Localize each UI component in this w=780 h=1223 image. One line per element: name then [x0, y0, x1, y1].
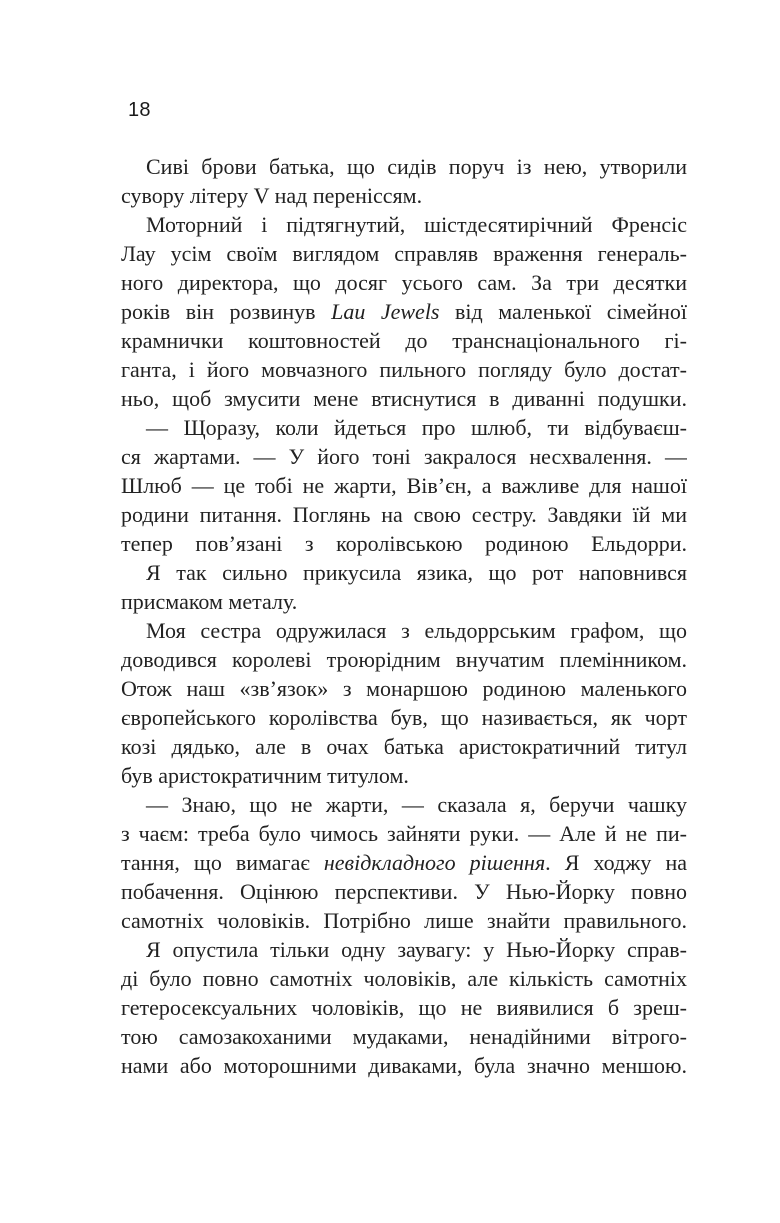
text-line [121, 587, 687, 616]
text-segment: був аристократичним титулом. [121, 763, 409, 788]
paragraph [121, 616, 687, 790]
text-line [121, 355, 687, 384]
text-segment: доводився королеві троюрідним внучатим племінником. [121, 647, 687, 672]
text-line [121, 732, 687, 761]
text-line [121, 413, 687, 442]
paragraph [121, 935, 687, 1080]
text-segment: крамнички коштовностей до транснаціонального гі- [121, 328, 687, 353]
text-line [121, 819, 687, 848]
text-line [121, 558, 687, 587]
text-segment: ді було повно самотніх чоловіків, але кількість самотніх [121, 966, 687, 991]
text-segment: — Щоразу, коли йдеться про шлюб, ти відбуваєш- [146, 415, 687, 440]
text-segment: Отож наш «зв’язок» з монаршою родиною маленького [121, 676, 687, 701]
text-segment: тою самозакоханими мудаками, ненадійними вітрого- [121, 1024, 687, 1049]
text-line [121, 964, 687, 993]
text-segment: нами або моторошними диваками, була значно меншою. [121, 1053, 687, 1078]
text-line [121, 1051, 687, 1080]
italic-text-segment: Lau Jewels [331, 299, 440, 324]
text-line [121, 326, 687, 355]
text-segment: Моторний і підтягнутий, шістдесятирічний Френсіс [146, 212, 687, 237]
text-segment: Моя сестра одружилася з ельдоррським графом, що [146, 618, 687, 643]
text-segment: побачення. Оцінюю перспективи. У Нью-Йорку повно [121, 879, 687, 904]
text-line [121, 297, 687, 326]
text-line [121, 993, 687, 1022]
text-line [121, 877, 687, 906]
text-line [121, 906, 687, 935]
text-segment: гетеросексуальних чоловіків, що не виявилися б зреш- [121, 995, 687, 1020]
text-line [121, 616, 687, 645]
text-block [121, 152, 687, 1080]
text-segment: Я так сильно прикусила язика, що рот наповнився [146, 560, 687, 585]
text-segment: з чаєм: треба було чимось зайняти руки. — Але й не пи- [121, 821, 687, 846]
page-number: 18 [128, 99, 151, 121]
paragraph [121, 413, 687, 558]
text-segment: ного директора, що досяг усього сам. За три десятки [121, 270, 687, 295]
paragraph [121, 558, 687, 616]
text-segment: років він розвинув [121, 299, 332, 324]
text-line [121, 529, 687, 558]
text-segment: . Я ходжу на [545, 850, 687, 875]
text-segment: сувору літеру V над переніссям. [121, 183, 423, 208]
text-segment: присмаком металу. [121, 589, 298, 614]
text-segment: європейського королівства був, що називається, як чорт [121, 705, 687, 730]
text-segment: від маленької сімейної [439, 299, 687, 324]
text-line [121, 384, 687, 413]
text-line [121, 935, 687, 964]
text-line [121, 848, 687, 877]
text-line [121, 674, 687, 703]
text-line [121, 790, 687, 819]
text-line [121, 761, 687, 790]
paragraph [121, 790, 687, 935]
text-segment: ганта, і його мовчазного пильного погляду було достат- [121, 357, 687, 382]
text-line [121, 645, 687, 674]
text-line [121, 239, 687, 268]
text-segment: Шлюб — це тобі не жарти, Вів’єн, а важливе для нашої [121, 473, 687, 498]
text-line [121, 442, 687, 471]
text-line [121, 703, 687, 732]
paragraph [121, 152, 687, 210]
text-line [121, 268, 687, 297]
text-segment: Я опустила тільки одну заувагу: у Нью-Йорку справ- [146, 937, 687, 962]
text-segment: ньо, щоб змусити мене втиснутися в диванні подушки. [121, 386, 687, 411]
text-segment: Сиві брови батька, що сидів поруч із нею, утворили [146, 154, 687, 179]
text-segment: самотніх чоловіків. Потрібно лише знайти правильного. [121, 908, 687, 933]
text-line [121, 152, 687, 181]
text-segment: тепер пов’язані з королівською родиною Ельдорри. [121, 531, 687, 556]
italic-text-segment: невідкладного рішення [323, 850, 546, 875]
text-segment: родини питання. Поглянь на свою сестру. Завдяки їй ми [121, 502, 687, 527]
text-segment: — Знаю, що не жарти, — сказала я, беручи чашку [146, 792, 687, 817]
text-line [121, 181, 687, 210]
text-segment: Лау усім своїм виглядом справляв враження генераль- [121, 241, 687, 266]
text-line [121, 210, 687, 239]
text-line [121, 1022, 687, 1051]
text-segment: ся жартами. — У його тоні закралося несхвалення. — [121, 444, 687, 469]
text-segment: козі дядько, але в очах батька аристократичний титул [121, 734, 687, 759]
paragraph [121, 210, 687, 413]
text-segment: тання, що вимагає [121, 850, 324, 875]
text-line [121, 471, 687, 500]
text-line [121, 500, 687, 529]
